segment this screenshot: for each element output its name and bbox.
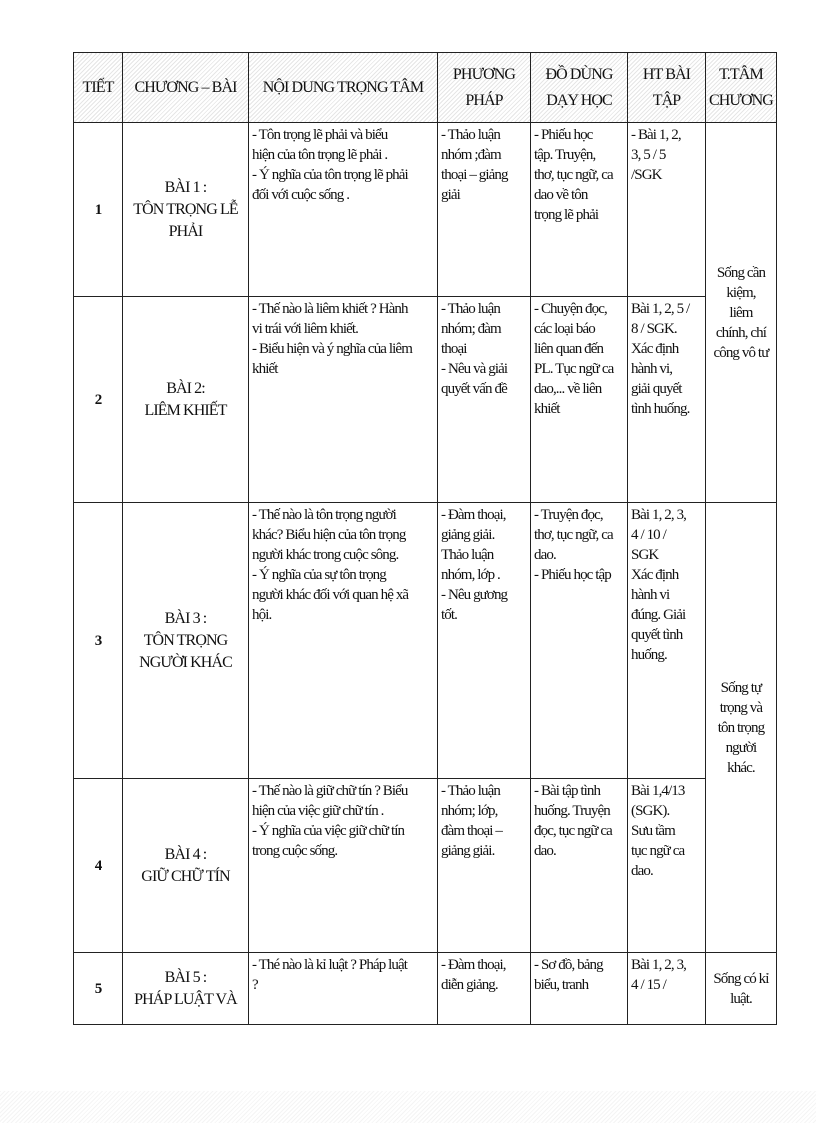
teaching-method: - Đàm thoại, diễn giảng.: [438, 953, 531, 1025]
exercises: Bài 1, 2, 3, 4 / 15 /: [628, 953, 706, 1025]
teaching-method: - Thảo luận nhóm; đàm thoại - Nêu và giải quyết vấn đề: [438, 297, 531, 503]
header-row: [74, 53, 777, 123]
lesson-number: 3: [74, 503, 123, 779]
header-do-dung: ĐỒ DÙNG DẠY HỌC: [531, 53, 628, 123]
teaching-materials: - Chuyện đọc, các loại báo liên quan đến PL. Tục ngữ ca dao,... về liên khiết: [531, 297, 628, 503]
lesson-title: BÀI 3 : TÔN TRỌNG NGƯỜI KHÁC: [123, 503, 249, 779]
lesson-title: BÀI 5 : PHÁP LUẬT VÀ: [123, 953, 249, 1025]
lesson-number: 2: [74, 297, 123, 503]
table-row: [74, 503, 777, 779]
table-row: [74, 297, 777, 503]
core-content: - Thế nào là giữ chữ tín ? Biểu hiện của việc giữ chữ tín . - Ý nghĩa của việc giữ chữ tín trong cuộc sống.: [249, 779, 438, 953]
lesson-title: BÀI 2: LIÊM KHIẾT: [123, 297, 249, 503]
header-noi-dung: NỘI DUNG TRỌNG TÂM: [249, 53, 438, 123]
lesson-plan-table: [73, 52, 777, 1025]
teaching-method: - Thảo luận nhóm ;đàm thoại – giảng giải: [438, 123, 531, 297]
teaching-materials: - Truyện đọc, thơ, tục ngữ, ca dao. - Phiếu học tập: [531, 503, 628, 779]
lesson-title: BÀI 4 : GIỮ CHỮ TÍN: [123, 779, 249, 953]
teaching-method: - Đàm thoại, giảng giải. Thảo luận nhóm, lớp . - Nêu gương tốt.: [438, 503, 531, 779]
page-bottom-band: [0, 1091, 816, 1123]
teaching-materials: - Sơ đồ, bảng biểu, tranh: [531, 953, 628, 1025]
teaching-materials: - Phiếu học tập. Truyện, thơ, tục ngữ, ca dao về tôn trọng lẽ phải: [531, 123, 628, 297]
header-chuong-bai: CHƯƠNG – BÀI: [123, 53, 249, 123]
teaching-method: - Thảo luận nhóm; lớp, đàm thoại – giảng giải.: [438, 779, 531, 953]
core-content: - Tôn trọng lẽ phải và biểu hiện của tôn trọng lẽ phải . - Ý nghĩa của tôn trọng lẽ phải đối với cuộc sống .: [249, 123, 438, 297]
teaching-materials: - Bài tập tình huống. Truyện đọc, tục ngữ ca dao.: [531, 779, 628, 953]
lesson-title: BÀI 1 : TÔN TRỌNG LỄ PHẢI: [123, 123, 249, 297]
chapter-focus: Sống cần kiệm, liêm chính, chí công vô tư: [706, 123, 777, 503]
header-tam-chuong: T.TÂM CHƯƠNG: [706, 53, 777, 123]
lesson-number: 4: [74, 779, 123, 953]
exercises: Bài 1, 2, 3, 4 / 10 / SGK Xác định hành vi đúng. Giải quyết tình huống.: [628, 503, 706, 779]
lesson-number: 1: [74, 123, 123, 297]
chapter-focus: Sống có kỉ luật.: [706, 953, 777, 1025]
exercises: Bài 1,4/13 (SGK). Sưu tầm tục ngữ ca dao.: [628, 779, 706, 953]
table-row: [74, 779, 777, 953]
core-content: - Thé nào là kỉ luật ? Pháp luật ?: [249, 953, 438, 1025]
table-row: [74, 123, 777, 297]
core-content: - Thế nào là liêm khiết ? Hành vi trái với liêm khiết. - Biểu hiện và ý nghĩa của liêm khiết: [249, 297, 438, 503]
exercises: Bài 1, 2, 5 / 8 / SGK. Xác định hành vi, giải quyết tình huống.: [628, 297, 706, 503]
core-content: - Thế nào là tôn trọng người khác? Biểu hiện của tôn trọng người khác trong cuộc sông. - Ý nghĩa của sự tôn trọng người khác đối với quan hệ xã hội.: [249, 503, 438, 779]
table-row: [74, 953, 777, 1025]
header-tiet: TIẾT: [74, 53, 123, 123]
header-phuong-phap: PHƯƠNG PHÁP: [438, 53, 531, 123]
header-ht-bai-tap: HT BÀI TẬP: [628, 53, 706, 123]
exercises: - Bài 1, 2, 3, 5 / 5 /SGK: [628, 123, 706, 297]
lesson-number: 5: [74, 953, 123, 1025]
chapter-focus: Sống tự trọng và tôn trọng người khác.: [706, 503, 777, 953]
